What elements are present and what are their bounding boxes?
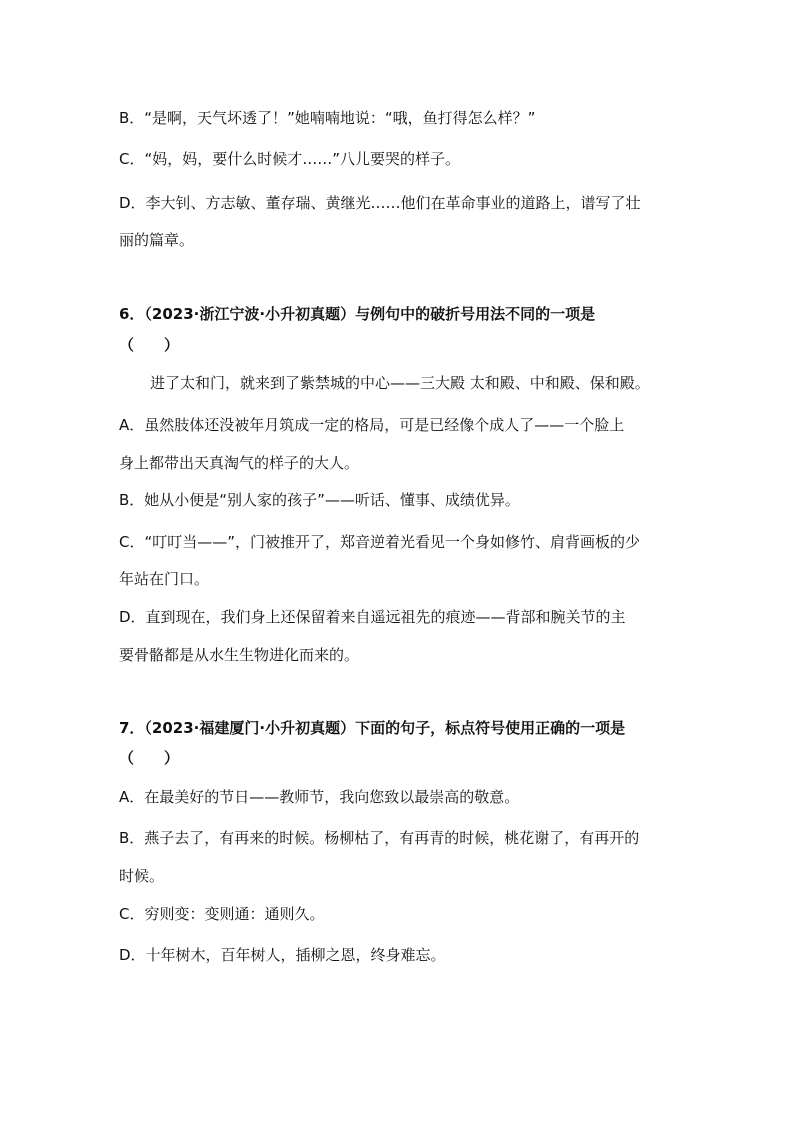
q7-option-b-line2: 时候。 [119,867,165,885]
q6-answer-bracket: （ ） [119,336,180,354]
q6-stem: 6．（2023·浙江宁波·小升初真题）与例句中的破折号用法不同的一项是 [119,305,596,323]
q6-option-a-line2: 身上都带出天真淘气的样子的大人。 [119,454,360,472]
q6-example-sentence: 进了太和门，就来到了紫禁城的中心——三大殿 太和殿、中和殿、保和殿。 [150,374,650,392]
q5-option-c: C．“妈，妈，要什么时候才……”八儿要哭的样子。 [119,150,461,168]
q7-option-c: C．穷则变：变则通：通则久。 [119,905,325,923]
q6-option-d-line1: D．直到现在，我们身上还保留着来自遥远祖先的痕迹——背部和腕关节的主 [119,608,626,626]
q7-option-a: A．在最美好的节日——教师节，我向您致以最崇高的敬意。 [119,788,520,806]
q7-option-d: D．十年树木，百年树人，插柳之恩，终身难忘。 [119,946,446,964]
q7-answer-bracket: （ ） [119,749,180,767]
q6-option-d-line2: 要骨骼都是从水生生物进化而来的。 [119,646,360,664]
q7-option-b-line1: B．燕子去了，有再来的时候。杨柳枯了，有再青的时候，桃花谢了，有再开的 [119,829,640,847]
q5-option-d-line1: D．李大钊、方志敏、董存瑞、黄继光……他们在革命事业的道路上，谱写了壮 [119,194,641,212]
q7-stem: 7．（2023·福建厦门·小升初真题）下面的句子，标点符号使用正确的一项是 [119,719,626,737]
q6-option-a-line1: A．虽然肢体还没被年月筑成一定的格局，可是已经像个成人了——一个脸上 [119,416,625,434]
q5-option-b: B．“是啊，天气坏透了！”她喃喃地说：“哦，鱼打得怎么样？” [119,109,536,127]
q5-option-d-line2: 丽的篇章。 [119,231,195,249]
q6-option-c-line2: 年站在门口。 [119,570,210,588]
q6-option-b: B．她从小便是“别人家的孩子”——听话、懂事、成绩优异。 [119,491,520,509]
q6-option-c-line1: C．“叮叮当——”，门被推开了，郑音逆着光看见一个身如修竹、肩背画板的少 [119,533,641,551]
